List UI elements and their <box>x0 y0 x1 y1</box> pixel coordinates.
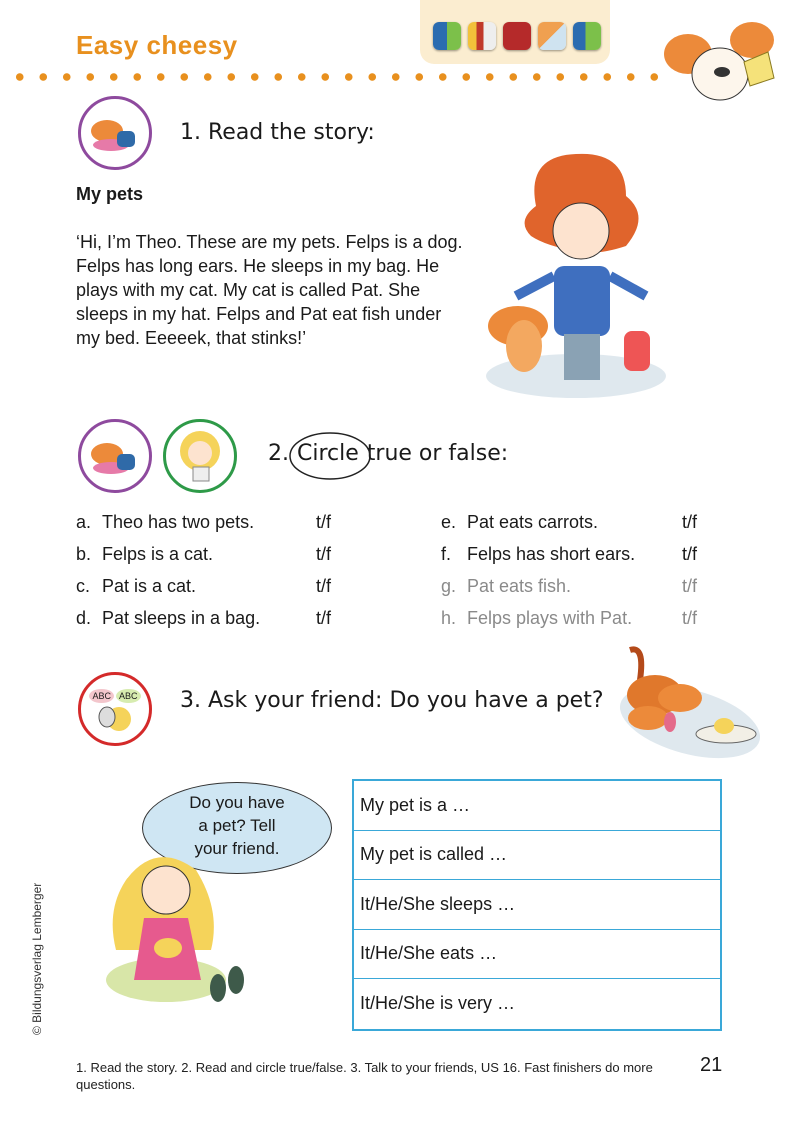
table-row: My pet is a … <box>354 781 720 831</box>
listening-icon <box>468 22 496 50</box>
teacher-instructions: 1. Read the story. 2. Read and circle true/false. 3. Talk to your friends, US 16. Fast finishers do more questions. <box>76 1060 653 1092</box>
speech-bubble: Do you have a pet? Tell your friend. <box>142 782 332 874</box>
tf-choice[interactable]: t/f <box>682 512 698 532</box>
page-title: Easy cheesy <box>76 30 238 60</box>
table-row: It/He/She sleeps … <box>354 880 720 930</box>
tf-item-c: c. Pat is a cat. t/f <box>76 576 332 596</box>
tf-choice[interactable]: t/f <box>316 512 332 532</box>
tf-item-a: a. Theo has two pets. t/f <box>76 512 332 532</box>
worksheet-icon <box>573 22 601 50</box>
theo-with-pets-illustration <box>476 146 676 406</box>
tf-item-h: h. Felps plays with Pat. t/f <box>441 608 698 628</box>
tf-choice[interactable]: t/f <box>682 544 698 564</box>
tf-item-f: f. Felps has short ears. t/f <box>441 544 698 564</box>
vocabulary-icon <box>433 22 461 50</box>
circled-word: Circle <box>289 441 367 466</box>
tf-item-d: d. Pat sleeps in a bag. t/f <box>76 608 332 628</box>
task-2-heading <box>268 441 508 466</box>
tf-choice[interactable]: t/f <box>316 608 332 628</box>
dotted-divider <box>8 72 668 82</box>
writing-task-icon <box>163 419 237 493</box>
tf-item-g: g. Pat eats fish. t/f <box>441 576 698 596</box>
task-2-rest: true or false: <box>366 441 509 466</box>
task-3-heading: 3. Ask your friend: Do you have a pet? <box>180 688 604 713</box>
tf-choice[interactable]: t/f <box>316 544 332 564</box>
tf-choice[interactable]: t/f <box>316 576 332 596</box>
page-number: 21 <box>700 1054 723 1076</box>
reading-task-icon <box>78 96 152 170</box>
table-row: It/He/She eats … <box>354 930 720 980</box>
tf-item-e: e. Pat eats carrots. t/f <box>441 512 698 532</box>
writing-icon <box>538 22 566 50</box>
story-text: ‘Hi, I’m Theo. These are my pets. Felps is a dog. Felps has long ears. He sleeps in my bag. He plays with my cat. My cat is called Pat. She sleeps in my hat. Felps and Pat eat fish under my bed. Eeeeek, that stinks!’ <box>76 232 463 348</box>
copyright-notice: © Bildungsverlag Lemberger <box>30 882 44 1035</box>
running-dog-illustration <box>600 640 765 765</box>
task-2-number: 2. <box>268 441 289 466</box>
dog-with-cheese-illustration <box>660 14 780 116</box>
skill-icon-bar <box>420 0 610 64</box>
tf-choice[interactable]: t/f <box>682 608 698 628</box>
task-1-heading: 1. Read the story: <box>180 120 375 145</box>
reading-icon <box>503 22 531 50</box>
story-title: My pets <box>76 184 144 204</box>
girl-with-cat-illustration <box>96 840 256 1010</box>
tf-choice[interactable]: t/f <box>682 576 698 596</box>
tf-item-b: b. Felps is a cat. t/f <box>76 544 332 564</box>
table-row: It/He/She is very … <box>360 993 516 1014</box>
reading-task-icon-2 <box>78 419 152 493</box>
table-row: My pet is called … <box>354 831 720 881</box>
sentence-starters-table <box>352 779 722 1031</box>
speaking-task-icon: ABC ABC <box>78 672 152 746</box>
